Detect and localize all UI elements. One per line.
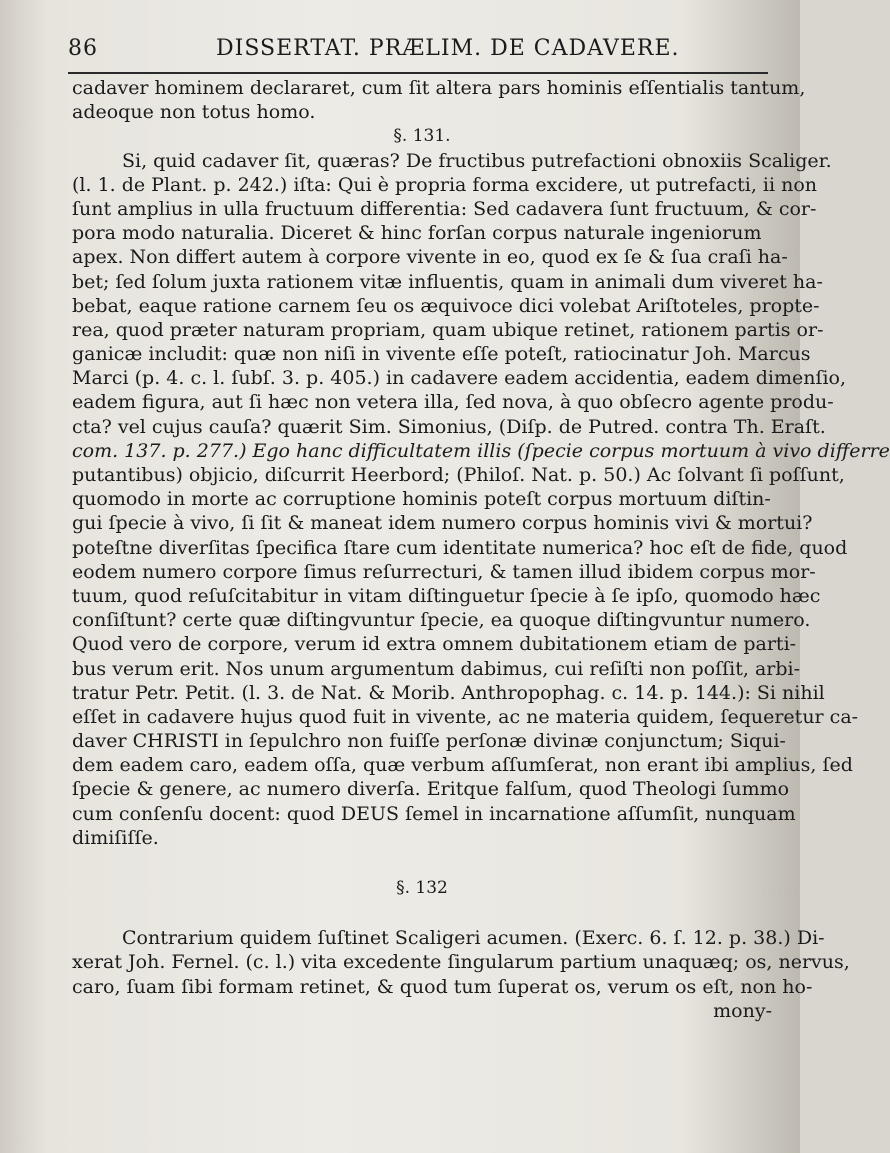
paragraph-131 [72, 149, 890, 850]
running-title: DISSERTAT. PRÆLIM. DE CADAVERE. [216, 36, 680, 61]
text-line: com. 137. p. 277.) Ego hanc difficultatem illis (ſpecie corpus mortuum à vivo differre [72, 439, 890, 462]
catchword: mony- [713, 999, 772, 1022]
text-line: quomodo in morte ac corruptione hominis poteſt corpus mortuum diſtin- [72, 488, 771, 511]
text-line: cum conſenſu docent: quod DEUS ſemel in incarnatione aſſumſit, nunquam [72, 802, 796, 825]
text-line: gui ſpecie à vivo, ſi ſit & maneat idem numero corpus hominis vivi & mortui? [72, 512, 813, 535]
section-heading-131: §. 131. [393, 126, 451, 147]
text-line: (l. 1. de Plant. p. 242.) iſta: Qui è propria forma excidere, ut putrefacti, ii non [72, 173, 818, 196]
text-line: ganicæ includit: quæ non niſi in vivente eſſe poteſt, ratiocinatur Joh. Marcus [72, 343, 811, 366]
section-gap [72, 850, 772, 876]
text-line: Contrarium quidem ſuſtinet Scaligeri acumen. (Exerc. 6. ſ. 12. p. 38.) Di- [122, 927, 825, 950]
text-line: tuum, quod reſuſcitabitur in vitam diſtinguetur ſpecie à ſe ipſo, quomodo hæc [72, 584, 821, 607]
text-line: eadem figura, aut ſi hæc non vetera illa, ſed nova, à quo obſecro agente produ- [72, 391, 834, 414]
text-line: putantibus) objicio, diſcurrit Heerbord; (Philoſ. Nat. p. 50.) Ac ſolvant ſi poſſunt, [72, 464, 845, 486]
text-line: Quod vero de corpore, verum id extra omnem dubitationem etiam de parti- [72, 633, 797, 656]
paragraph-continuation [72, 76, 806, 124]
page-number: 86 [68, 36, 98, 61]
text-line: dem eadem caro, eadem oſſa, quæ verbum aſſumſerat, non erant ibi amplius, ſed [72, 754, 853, 777]
text-line: daver CHRISTI in ſepulchro non fuiſſe perſonæ divinæ conjunctum; Siqui- [72, 730, 786, 753]
page-body [72, 76, 890, 1023]
paragraph-132 [72, 926, 850, 1023]
text-line: pora modo naturalia. Diceret & hinc forſan corpus naturale ingeniorum [72, 222, 762, 245]
text-line: Marci (p. 4. c. l. ſubſ. 3. p. 405.) in cadavere eadem accidentia, eadem dimenſio, [72, 367, 847, 390]
section-gap [72, 900, 772, 926]
text-line: caro, ſuam ſibi formam retinet, & quod tum ſuperat os, verum os eſt, non ho- [72, 975, 813, 998]
text-line: ſunt amplius in ulla fructuum differentia: Sed cadavera ſunt fructuum, & cor- [72, 197, 817, 220]
text-line: rea, quod præter naturam propriam, quam ubique retinet, rationem partis or- [72, 318, 824, 341]
text-line: eodem numero corpore ſimus reſurrecturi, & tamen illud ibidem corpus mor- [72, 560, 816, 583]
text-line: apex. Non differt autem à corpore vivente in eo, quod ex ſe & ſua craſi ha- [72, 246, 788, 269]
section-heading-132: §. 132 [396, 878, 448, 898]
text-line: cta? vel cujus cauſa? quærit Sim. Simonius, (Diſp. de Putred. contra Th. Eraſt. [72, 415, 826, 438]
text-line: tratur Petr. Petit. (l. 3. de Nat. & Morib. Anthropophag. c. 14. p. 144.): Si nihil [72, 681, 825, 704]
text-line: dimiſiſſe. [72, 826, 159, 849]
text-line: Si, quid cadaver ſit, quæras? De fructibus putrefactioni obnoxiis Scaliger. [122, 149, 832, 172]
text-line: conſiſtunt? certe quæ diſtingvuntur ſpecie, ea quoque diſtingvuntur numero. [72, 609, 811, 632]
text-line: eſſet in cadavere hujus quod fuit in vivente, ac ne materia quidem, ſequeretur ca- [72, 705, 859, 728]
text-line: adeoque non totus homo. [72, 101, 316, 124]
text-line: poteſtne diverſitas ſpecifica ſtare cum identitate numerica? hoc eſt de fide, quod [72, 536, 848, 559]
text-line: bebat, eaque ratione carnem ſeu os æquivoce dici volebat Ariſtoteles, propte- [72, 294, 820, 317]
page-header [68, 28, 768, 74]
text-line: ſpecie & genere, ac numero diverſa. Eritque falſum, quod Theologi ſummo [72, 778, 790, 801]
text-line: cadaver hominem declararet, cum ſit altera pars hominis eſſentialis tantum, [72, 77, 806, 99]
text-line: bet; ſed ſolum juxta rationem vitæ influentis, quam in animali dum viveret ha- [72, 270, 823, 293]
text-line: xerat Joh. Fernel. (c. l.) vita excedente ſingularum partium unaquæq; os, nervus, [72, 951, 850, 974]
text-line: bus verum erit. Nos unum argumentum dabimus, cui reſiſti non poſſit, arbi- [72, 657, 801, 680]
